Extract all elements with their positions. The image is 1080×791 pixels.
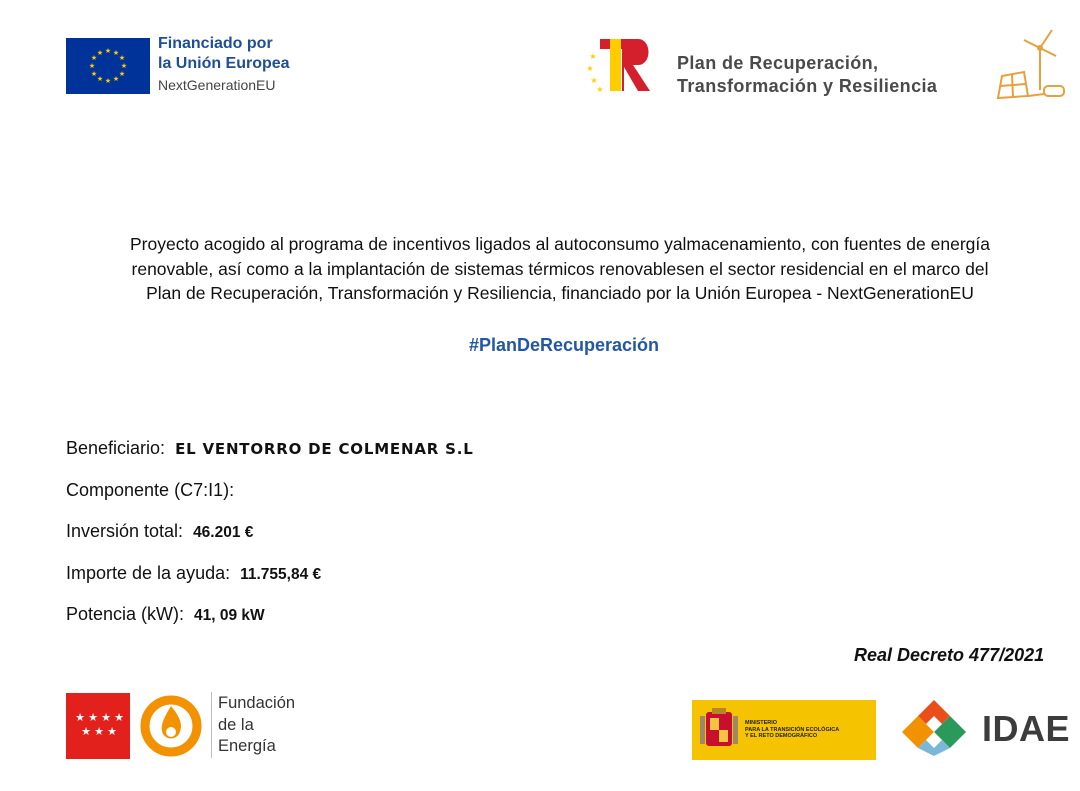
fundacion-energia-icon <box>137 692 205 760</box>
wind-solar-energy-icon <box>994 28 1068 102</box>
ministerio-line2: PARA LA TRANSICIÓN ECOLÓGICA <box>745 726 840 733</box>
svg-text:★: ★ <box>75 711 85 724</box>
importe-label: Importe de la ayuda: <box>66 563 231 583</box>
fundacion-line2: de la <box>218 715 254 734</box>
svg-text:★: ★ <box>104 47 112 55</box>
field-beneficiario <box>66 438 474 459</box>
svg-text:★: ★ <box>101 711 111 724</box>
project-description <box>40 232 1080 306</box>
eu-flag-icon <box>66 38 150 94</box>
fundacion-divider <box>211 692 212 758</box>
ministerio-logo-text <box>745 720 839 740</box>
ministerio-line3: Y EL RETO DEMOGRÁFICO <box>745 733 818 739</box>
svg-text:★: ★ <box>114 711 124 724</box>
svg-text:★: ★ <box>96 75 104 83</box>
eu-logo-line1: Financiado por <box>158 35 273 52</box>
eu-logo-line3: NextGenerationEU <box>158 77 276 93</box>
inversion-label: Inversión total: <box>66 521 184 541</box>
svg-text:★: ★ <box>88 711 98 724</box>
ministerio-line1: MINISTERIO <box>745 720 778 726</box>
svg-text:★: ★ <box>81 725 91 738</box>
beneficiario-value: EL VENTORRO DE COLMENAR S.L <box>175 440 474 458</box>
fundacion-line3: Energía <box>218 737 276 755</box>
svg-text:★: ★ <box>107 725 117 738</box>
svg-text:★: ★ <box>112 75 120 83</box>
description-line3: Plan de Recuperación, Transformación y Resiliencia, financiado por la Unión Europea - NextGenerationEU <box>146 283 974 303</box>
prtr-logo-icon <box>586 35 658 95</box>
field-importe <box>66 563 321 584</box>
svg-text:★: ★ <box>590 76 598 85</box>
fundacion-logo-text <box>218 693 295 758</box>
svg-text:★: ★ <box>118 54 126 62</box>
eu-logo-text <box>158 34 290 96</box>
svg-text:★: ★ <box>586 64 594 73</box>
prtr-logo-line1: Plan de Recuperación, <box>677 53 879 73</box>
prtr-logo-text <box>677 52 937 98</box>
field-potencia <box>66 604 265 625</box>
svg-text:★: ★ <box>589 52 597 61</box>
svg-text:★: ★ <box>112 49 120 57</box>
svg-text:★: ★ <box>94 725 104 738</box>
svg-text:★: ★ <box>96 49 104 57</box>
field-componente <box>66 480 244 501</box>
svg-text:★: ★ <box>596 85 604 94</box>
svg-text:★: ★ <box>104 77 112 85</box>
field-inversion <box>66 521 253 542</box>
comunidad-madrid-flag-icon <box>66 693 130 759</box>
potencia-label: Potencia (kW): <box>66 604 185 624</box>
idae-logo-text: IDAE <box>982 708 1071 749</box>
svg-text:★: ★ <box>118 70 126 78</box>
description-line1: Proyecto acogido al programa de incentivos ligados al autoconsumo yalmacenamiento, con fuentes de energía <box>130 234 990 254</box>
svg-text:★: ★ <box>90 54 98 62</box>
hashtag: #PlanDeRecuperación <box>468 335 660 355</box>
inversion-value: 46.201 € <box>193 524 254 541</box>
decree-reference: Real Decreto 477/2021 <box>854 645 1045 665</box>
eu-logo-line2: la Unión Europea <box>158 55 290 72</box>
svg-text:★: ★ <box>88 62 96 70</box>
prtr-logo-line2: Transformación y Resiliencia <box>677 76 938 96</box>
description-line2: renovable, así como a la implantación de sistemas térmicos renovablesen el sector residencial en el marco del <box>131 258 989 279</box>
importe-value: 11.755,84 € <box>240 566 322 583</box>
idae-logo-icon <box>890 698 978 758</box>
svg-text:★: ★ <box>90 70 98 78</box>
svg-text:★: ★ <box>120 62 128 70</box>
beneficiario-label: Beneficiario: <box>66 438 166 458</box>
fundacion-line1: Fundación <box>218 694 296 712</box>
componente-label: Componente (C7:I1): <box>66 480 235 500</box>
potencia-value: 41, 09 kW <box>194 607 265 624</box>
